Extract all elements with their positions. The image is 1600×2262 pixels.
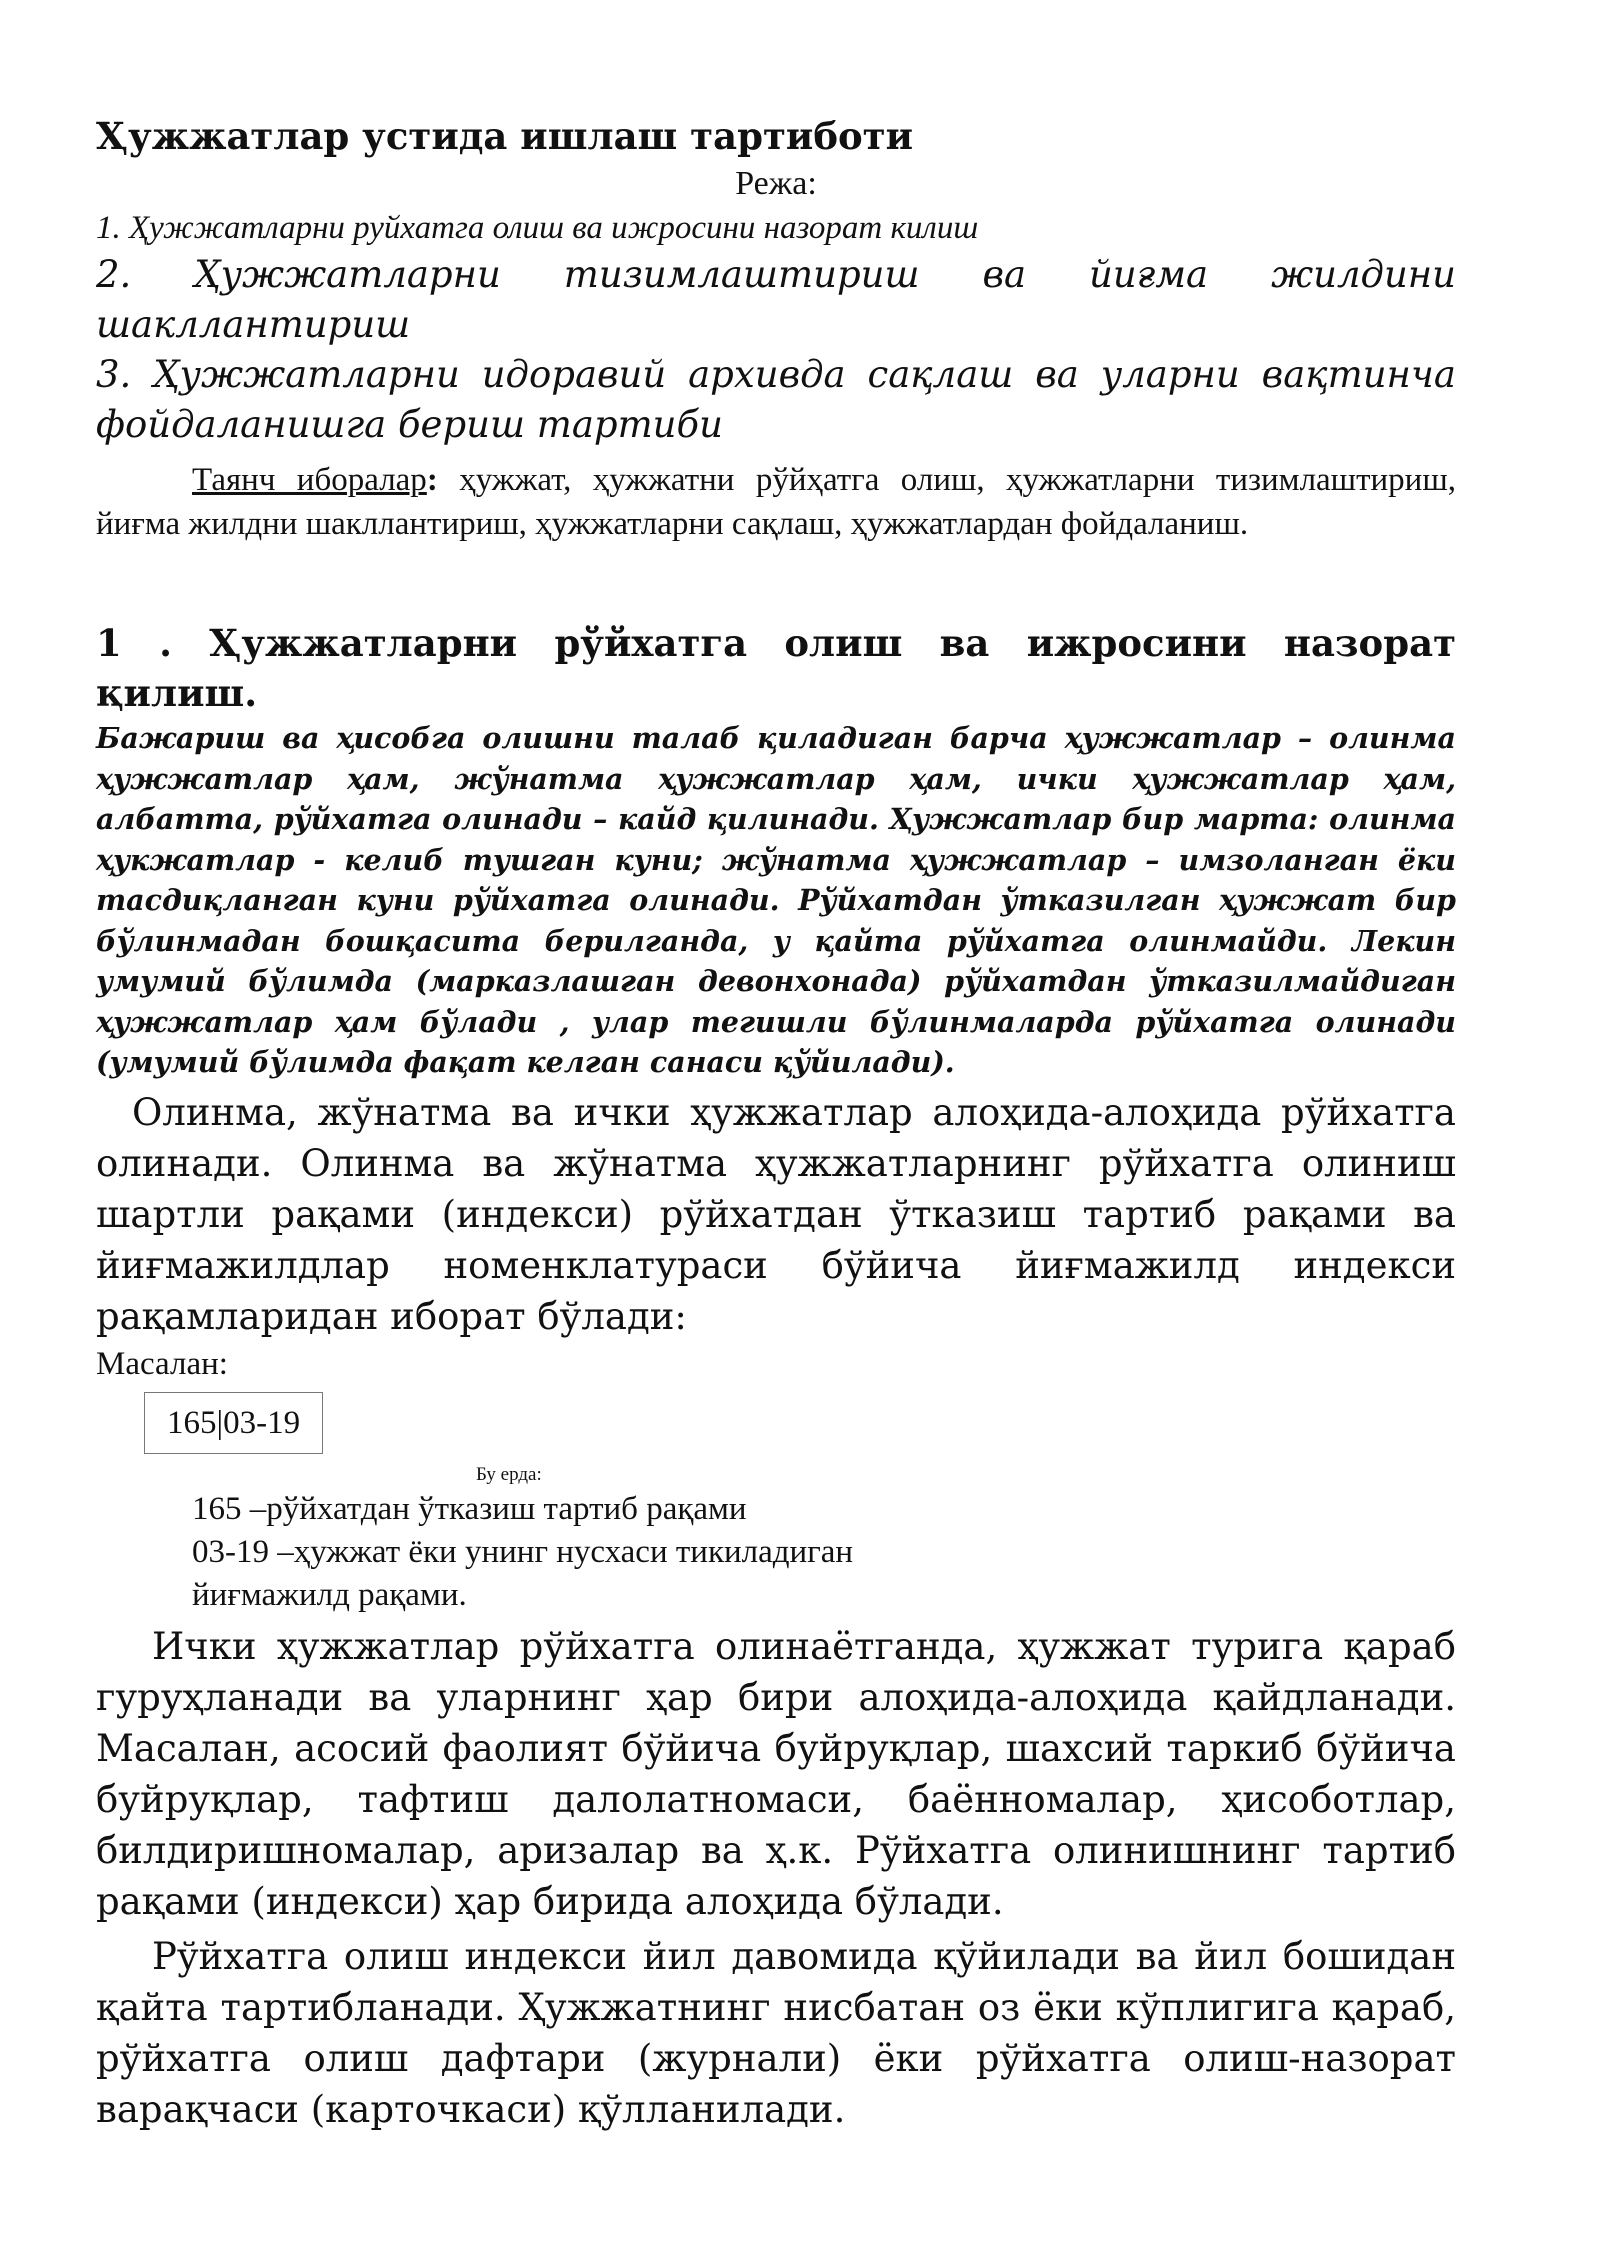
section-1-bold-italic-paragraph: Бажариш ва ҳисобга олишни талаб қиладиган барча ҳужжатлар – олинма ҳужжатлар ҳам, жўнатма ҳужжатлар ҳам, ички ҳужжатлар ҳам, албатта, рўйхатга олинади – кайд қилинади. Ҳужжатлар бир марта: олинма ҳукжатлар - келиб тушган куни; жўнатма ҳужжатлар – имзоланган ёки тасдиқланган куни рўйхатга олинади. Рўйхатдан ўтказилган ҳужжат бир бўлинмадан бошқасита берилганда, у қайта рўйхатга олинмайди. Лекин умумий бўлимда (марказлашган девонхонада) рўйхатдан ўтказилмайдиган ҳужжатлар ҳам бўлади , улар тегишли бўлинмаларда рўйхатга олинади (умумий бўлимда фақат келган санаси қўйилади). [96, 721, 1456, 1079]
section-1-paragraph-2: Ички ҳужжатлар рўйхатга олинаётганда, ҳужжат турига қараб гуруҳланади ва уларнинг ҳар бири алоҳида-алоҳида қайдланади. Масалан, асосий фаолият бўйича буйруқлар, шахсий таркиб бўйича буйруқлар, тафтиш далолатномаси, баённомалар, ҳисоботлар, билдиришномалар, аризалар ва ҳ.к. Рўйхатга олинишнинг тартиб рақами (индекси) ҳар бирида алоҳида бўлади. [96, 1624, 1456, 1923]
keywords-colon: : [426, 462, 438, 498]
keywords-paragraph [96, 458, 1456, 546]
document-title: Ҳужжатлар устида ишлаш тартиботи [96, 114, 914, 158]
example-index-box: 165|03-19 [144, 1392, 323, 1454]
plan-item-2-text: 2. Ҳужжатларни тизимлаштириш ва йиғма жилдини шакллантириш [96, 253, 1456, 346]
explanation-line-3: йиғмажилд рақами. [192, 1576, 467, 1613]
plan-label: Режа: [735, 165, 817, 202]
plan-item-1: 1. Ҳужжатларни руйхатга олиш ва ижросини назорат килиш [96, 210, 979, 246]
plan-item-2 [96, 250, 1456, 350]
explanation-line-2: 03-19 –ҳужжат ёки унинг нусхаси тикиладиган [192, 1533, 854, 1570]
keywords-label: Таянч иборалар [192, 462, 427, 498]
explanation-line-1: 165 –рўйхатдан ўтказиш тартиб рақами [192, 1490, 747, 1527]
here-label: Бу ерда: [476, 1463, 542, 1485]
plan-item-3: 3. Ҳужжатларни идоравий архивда сақлаш ва уларни вақтинча фойдаланишга бериш тартиби [96, 353, 1456, 446]
example-label: Масалан: [96, 1345, 228, 1382]
section-1-paragraph-1: Олинма, жўнатма ва ички ҳужжатлар алоҳида-алоҳида рўйхатга олинади. Олинма ва жўнатма ҳужжатларнинг рўйхатга олиниш шартли рақами (индекси) рўйхатдан ўтказиш тартиб рақами ва йиғмажилдлар номенклатураси бўйича йиғмажилд индекси рақамларидан иборат бўлади: [96, 1090, 1456, 1338]
section-1-heading: 1 . Ҳужжатларни рўйхатга олиш ва ижросини назорат қилиш. [96, 621, 1456, 715]
section-1-paragraph-3: Рўйхатга олиш индекси йил давомида қўйилади ва йил бошидан қайта тартибланади. Ҳужжатнинг нисбатан оз ёки кўплигига қараб, рўйхатга олиш дафтари (журнали) ёки рўйхатга олиш-назорат варақчаси (карточкаси) қўлланилади. [96, 1934, 1456, 2131]
document-page [96, 110, 1456, 2135]
keywords-text: ҳужжат, ҳужжатни рўйҳатга олиш, ҳужжатларни тизимлаштириш, йиғма жилдни шакллантириш, ҳужжатларни сақлаш, ҳужжатлардан фойдаланиш. [96, 462, 1456, 542]
